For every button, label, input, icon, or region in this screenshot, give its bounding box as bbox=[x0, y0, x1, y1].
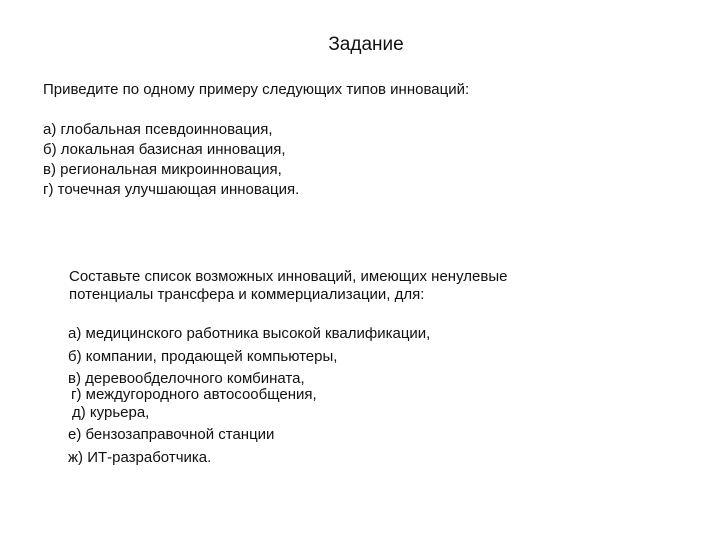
list-item: а) медицинского работника высокой квалификации, bbox=[68, 325, 431, 342]
task2-line: Составьте список возможных инноваций, имеющих ненулевые bbox=[69, 268, 508, 285]
task2-line: потенциалы трансфера и коммерциализации, для: bbox=[69, 286, 425, 303]
task2-paragraph bbox=[69, 268, 507, 304]
list-item: в) деревообделочного комбината, bbox=[68, 370, 305, 387]
slide-title: Задание bbox=[328, 34, 404, 55]
list-item: ж) ИТ-разработчика. bbox=[68, 449, 212, 466]
list-item: а) глобальная псевдоинновация, bbox=[43, 121, 273, 138]
list-item: е) бензозаправочной станции bbox=[68, 426, 275, 443]
task1-list bbox=[43, 120, 299, 200]
task1-intro: Приведите по одному примеру следующих типов инноваций: bbox=[43, 81, 470, 98]
list-item: б) локальная базисная инновация, bbox=[43, 141, 286, 158]
list-item: д) курьера, bbox=[72, 404, 150, 421]
list-item: в) региональная микроинновация, bbox=[43, 161, 282, 178]
list-item: г) точечная улучшающая инновация. bbox=[43, 181, 300, 198]
list-item: б) компании, продающей компьютеры, bbox=[68, 348, 338, 365]
list-item: г) междугородного автосообщения, bbox=[71, 386, 317, 403]
